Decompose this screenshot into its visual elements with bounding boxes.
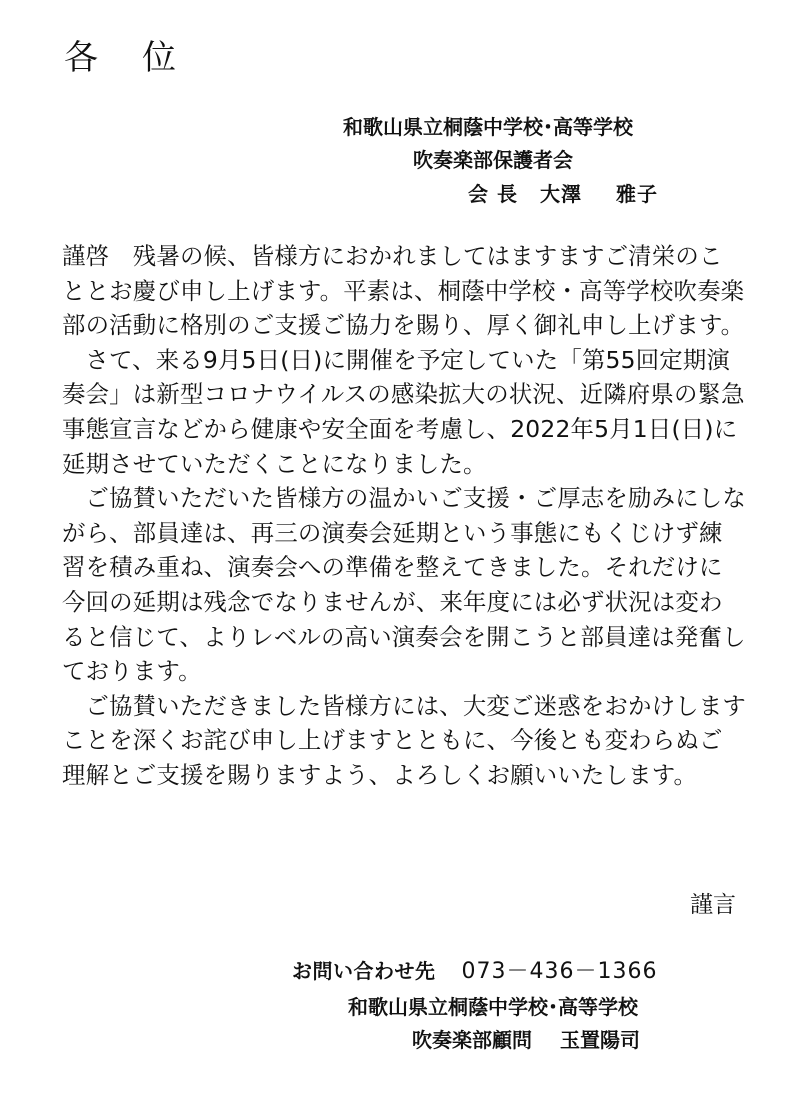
sender-chair: [468, 180, 658, 208]
contact-school: 和歌山県立桐蔭中学校･高等学校: [348, 995, 638, 1019]
contact-advisor: [412, 1025, 640, 1055]
chair-given-name: 雅子: [615, 182, 658, 206]
letter-body: [62, 239, 746, 793]
addressee: 各位: [64, 38, 220, 78]
sender-club: 吹奏楽部保護者会: [413, 148, 573, 172]
chair-surname: 大澤: [539, 182, 582, 206]
closing: 謹言: [690, 892, 736, 918]
paragraph-apology: ご協賛いただきました皆様方には、大変ご迷惑をおかけしますことを深くお詫び申し上げますとともに、今後とも変わらぬご理解とご支援を賜りますよう、よろしくお願いいたします。: [62, 691, 746, 789]
contact-line: [292, 956, 657, 987]
paragraph-thanks: ご協賛いただいた皆様方の温かいご支援・ご厚志を励みにしながら、部員達は、再三の演奏会延期という事態にもくじけず練習を積み重ね、演奏会への準備を整えてきました。それだけに今回の延期は残念でなりませんが、来年度には必ず状況は変わると信じて、よりレベルの高い演奏会を開こうと部員達は発奮しております。: [62, 484, 746, 686]
contact-phone: 073－436－1366: [461, 959, 658, 984]
advisor-name: 玉置陽司: [560, 1028, 640, 1052]
sender-school: 和歌山県立桐蔭中学校･高等学校: [343, 115, 633, 139]
chair-title: 会 長: [468, 182, 518, 206]
paragraph-greeting: 謹啓 残暑の候、皆様方におかれましてはますますご清栄のこととお慶び申し上げます。平素は、桐蔭中学校・高等学校吹奏楽部の活動に格別のご支援ご協力を賜り、厚く御礼申し上げます。: [62, 242, 745, 340]
paragraph-postponement: さて、来る9月5日(日)に開催を予定していた「第55回定期演奏会」は新型コロナウイルスの感染拡大の状況、近隣府県の緊急事態宣言などから健康や安全面を考慮し、2022年5月1日(日)に延期させていただくことになりました。: [62, 345, 745, 478]
contact-label: お問い合わせ先: [292, 959, 436, 983]
advisor-title: 吹奏楽部顧問: [412, 1028, 532, 1052]
